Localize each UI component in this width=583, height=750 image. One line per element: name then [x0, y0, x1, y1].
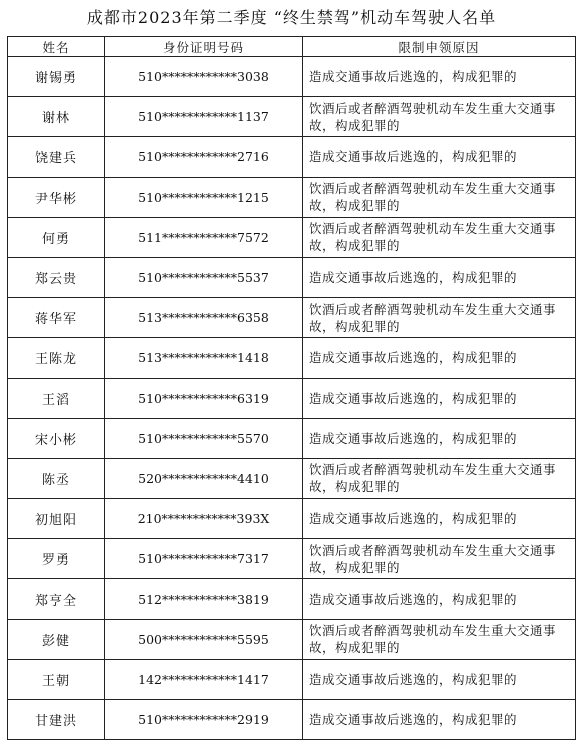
table-row: [8, 499, 576, 539]
cell-id-number: 500************5595: [105, 619, 303, 659]
cell-name: 甘建洪: [8, 700, 105, 740]
cell-reason: 造成交通事故后逃逸的，构成犯罪的: [303, 659, 576, 699]
header-id-number: 身份证明号码: [105, 37, 303, 57]
cell-reason: 饮酒后或者醉酒驾驶机动车发生重大交通事故，构成犯罪的: [303, 177, 576, 217]
cell-reason: 造成交通事故后逃逸的，构成犯罪的: [303, 338, 576, 378]
cell-name: 郑云贵: [8, 257, 105, 297]
cell-reason: 饮酒后或者醉酒驾驶机动车发生重大交通事故，构成犯罪的: [303, 217, 576, 257]
cell-name: 王陈龙: [8, 338, 105, 378]
cell-name: 初旭阳: [8, 499, 105, 539]
cell-reason: 造成交通事故后逃逸的，构成犯罪的: [303, 579, 576, 619]
table-row: [8, 619, 576, 659]
cell-reason: 饮酒后或者醉酒驾驶机动车发生重大交通事故，构成犯罪的: [303, 458, 576, 498]
cell-reason: 饮酒后或者醉酒驾驶机动车发生重大交通事故，构成犯罪的: [303, 97, 576, 137]
cell-id-number: 510************7317: [105, 539, 303, 579]
cell-name: 郑亨全: [8, 579, 105, 619]
cell-name: 谢锡勇: [8, 57, 105, 97]
cell-reason: 造成交通事故后逃逸的，构成犯罪的: [303, 700, 576, 740]
table-row: [8, 579, 576, 619]
table-header-row: [8, 37, 576, 57]
cell-id-number: 513************6358: [105, 298, 303, 338]
header-name: 姓名: [8, 37, 105, 57]
cell-name: 罗勇: [8, 539, 105, 579]
table-row: [8, 338, 576, 378]
cell-reason: 造成交通事故后逃逸的，构成犯罪的: [303, 499, 576, 539]
cell-name: 尹华彬: [8, 177, 105, 217]
table-row: [8, 700, 576, 740]
driver-ban-table: [7, 36, 576, 740]
cell-name: 彭健: [8, 619, 105, 659]
table-row: [8, 57, 576, 97]
cell-name: 王朝: [8, 659, 105, 699]
cell-name: 谢林: [8, 97, 105, 137]
cell-id-number: 210************393X: [105, 499, 303, 539]
header-reason: 限制申领原因: [303, 37, 576, 57]
cell-id-number: 511************7572: [105, 217, 303, 257]
table-row: [8, 217, 576, 257]
table-row: [8, 659, 576, 699]
cell-name: 陈丞: [8, 458, 105, 498]
cell-reason: 造成交通事故后逃逸的，构成犯罪的: [303, 418, 576, 458]
cell-reason: 造成交通事故后逃逸的，构成犯罪的: [303, 257, 576, 297]
table-body: [8, 57, 576, 740]
cell-reason: 造成交通事故后逃逸的，构成犯罪的: [303, 137, 576, 177]
cell-reason: 饮酒后或者醉酒驾驶机动车发生重大交通事故，构成犯罪的: [303, 619, 576, 659]
cell-id-number: 512************3819: [105, 579, 303, 619]
cell-name: 何勇: [8, 217, 105, 257]
table-row: [8, 97, 576, 137]
table-row: [8, 378, 576, 418]
cell-id-number: 510************1137: [105, 97, 303, 137]
table-row: [8, 298, 576, 338]
cell-reason: 饮酒后或者醉酒驾驶机动车发生重大交通事故，构成犯罪的: [303, 298, 576, 338]
cell-id-number: 510************6319: [105, 378, 303, 418]
cell-id-number: 142************1417: [105, 659, 303, 699]
cell-name: 宋小彬: [8, 418, 105, 458]
table-row: [8, 458, 576, 498]
cell-id-number: 510************2919: [105, 700, 303, 740]
page-title: 成都市2023年第二季度 “终生禁驾”机动车驾驶人名单: [86, 8, 497, 27]
table-row: [8, 137, 576, 177]
cell-name: 王滔: [8, 378, 105, 418]
cell-id-number: 510************5537: [105, 257, 303, 297]
table-row: [8, 418, 576, 458]
cell-id-number: 510************5570: [105, 418, 303, 458]
cell-reason: 造成交通事故后逃逸的，构成犯罪的: [303, 378, 576, 418]
cell-reason: 饮酒后或者醉酒驾驶机动车发生重大交通事故，构成犯罪的: [303, 539, 576, 579]
cell-id-number: 510************2716: [105, 137, 303, 177]
table-row: [8, 257, 576, 297]
cell-id-number: 513************1418: [105, 338, 303, 378]
cell-id-number: 520************4410: [105, 458, 303, 498]
table-row: [8, 539, 576, 579]
table-row: [8, 177, 576, 217]
cell-reason: 造成交通事故后逃逸的，构成犯罪的: [303, 57, 576, 97]
cell-id-number: 510************3038: [105, 57, 303, 97]
cell-name: 饶建兵: [8, 137, 105, 177]
cell-id-number: 510************1215: [105, 177, 303, 217]
cell-name: 蒋华军: [8, 298, 105, 338]
